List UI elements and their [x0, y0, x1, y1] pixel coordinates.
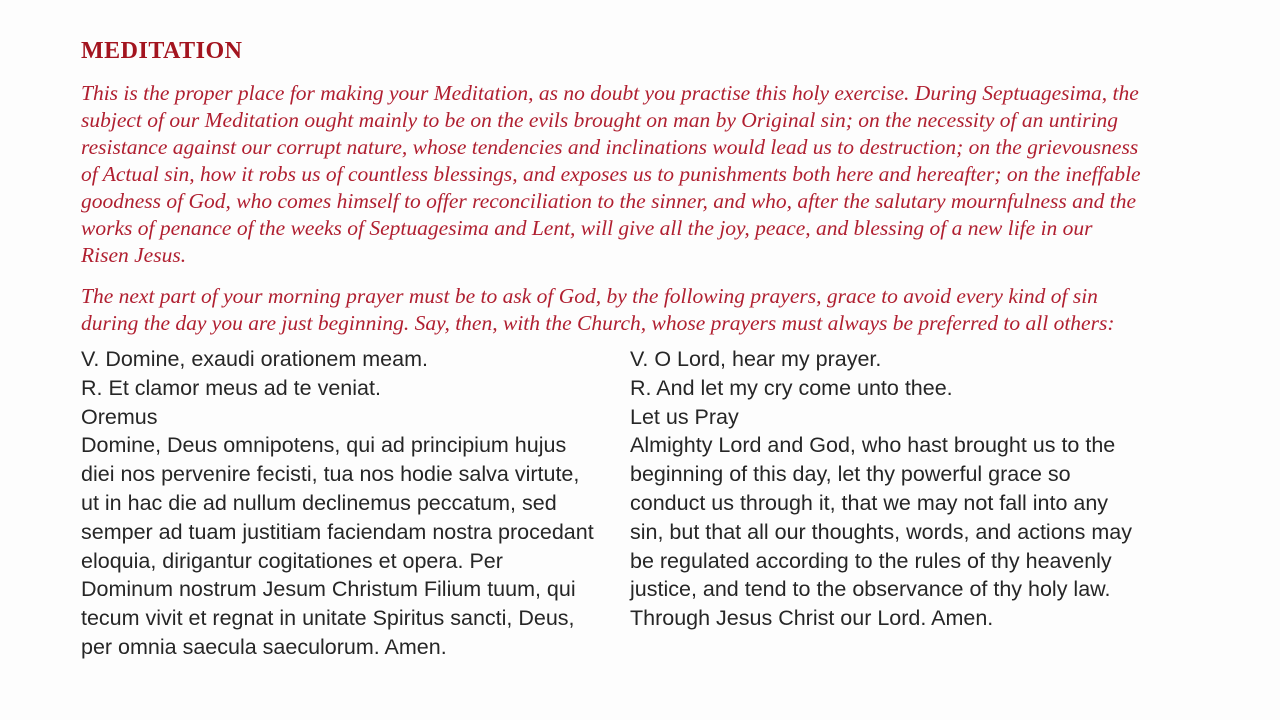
- text-line: V. O Lord, hear my prayer.: [630, 347, 882, 371]
- text-line: ut in hac die ad nullum declinemus peccatum, sed: [81, 490, 557, 515]
- text-line: be regulated according to the rules of thy heavenly: [630, 548, 1112, 573]
- text-line: of Actual sin, how it robs us of countless blessings, and exposes us to punishments both here and hereafter; on the ineffable: [81, 162, 1141, 186]
- prayer-columns: [81, 345, 1205, 662]
- text-line: eloquia, dirigantur cogitationes et opera. Per: [81, 548, 503, 573]
- page-title: MEDITATION: [81, 38, 243, 64]
- text-line: resistance against our corrupt nature, whose tendencies and inclinations would lead us to destruction; on the grievousness: [81, 135, 1139, 159]
- text-line: The next part of your morning prayer must be to ask of God, by the following prayers, grace to avoid every kind of sin: [81, 284, 1098, 308]
- text-line: Risen Jesus.: [81, 243, 187, 267]
- text-line: Dominum nostrum Jesum Christum Filium tuum, qui: [81, 577, 576, 602]
- intro-paragraph-1: [81, 80, 1141, 269]
- text-line: sin, but that all our thoughts, words, and actions may: [630, 519, 1132, 544]
- text-line: Oremus: [81, 404, 158, 429]
- text-line: This is the proper place for making your Meditation, as no doubt you practise this holy exercise. During Septuagesima, the: [81, 81, 1139, 105]
- latin-prayer-column: [81, 345, 630, 662]
- text-line: Domine, Deus omnipotens, qui ad principium hujus: [81, 433, 567, 458]
- text-line: works of penance of the weeks of Septuagesima and Lent, will give all the joy, peace, and blessing of a new life in our: [81, 216, 1093, 240]
- text-line: justice, and tend to the observance of thy holy law.: [630, 577, 1111, 602]
- text-line: during the day you are just beginning. Say, then, with the Church, whose prayers must always be preferred to all others:: [81, 311, 1115, 335]
- text-line: goodness of God, who comes himself to offer reconciliation to the sinner, and who, after the salutary mournfulness and the: [81, 189, 1137, 213]
- text-line: per omnia saecula saeculorum. Amen.: [81, 634, 447, 659]
- text-line: diei nos pervenire fecisti, tua nos hodie salva virtute,: [81, 462, 580, 487]
- text-line: tecum vivit et regnat in unitate Spiritus sancti, Deus,: [81, 606, 575, 631]
- text-line: conduct us through it, that we may not fall into any: [630, 490, 1109, 515]
- text-line: Almighty Lord and God, who hast brought us to the: [630, 433, 1116, 458]
- text-line: V. Domine, exaudi orationem meam.: [81, 347, 428, 371]
- text-line: Through Jesus Christ our Lord. Amen.: [630, 606, 994, 631]
- english-prayer-column: [630, 345, 1205, 662]
- text-line: semper ad tuam justitiam faciendam nostra procedant: [81, 519, 594, 544]
- text-line: R. Et clamor meus ad te veniat.: [81, 375, 381, 400]
- text-line: Let us Pray: [630, 404, 739, 429]
- text-line: beginning of this day, let thy powerful grace so: [630, 462, 1071, 487]
- intro-paragraph-2: [81, 283, 1115, 337]
- text-line: R. And let my cry come unto thee.: [630, 375, 953, 400]
- text-line: subject of our Meditation ought mainly to be on the evils brought on man by Original sin; on the necessity of an untiring: [81, 108, 1119, 132]
